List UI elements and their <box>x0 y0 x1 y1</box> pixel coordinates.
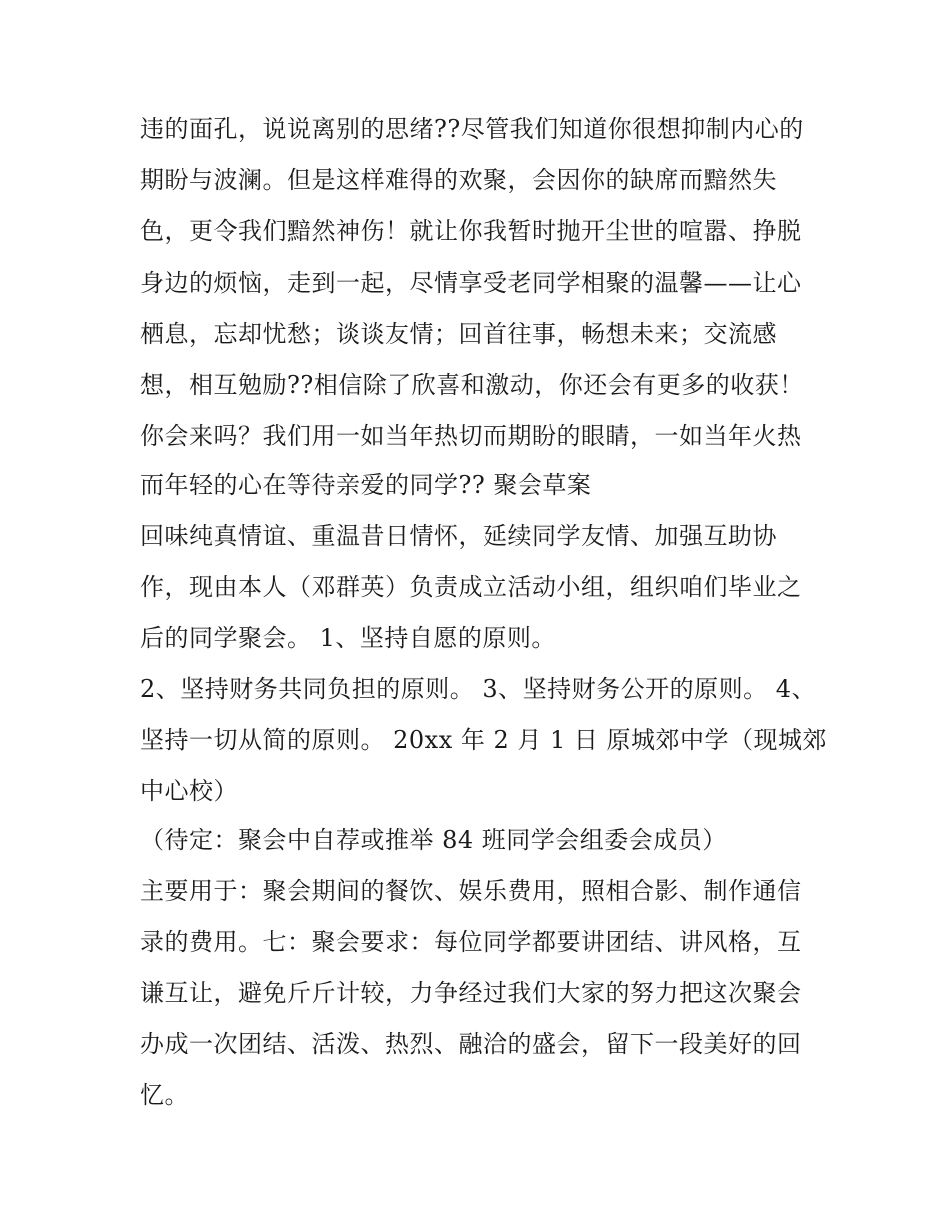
text-line: 而年轻的心在等待亲爱的同学?? 聚会草案 <box>140 471 592 499</box>
text-line: 后的同学聚会。 1、坚持自愿的原则。 <box>140 624 556 652</box>
text-line: 回味纯真情谊、重温昔日情怀，延续同学友情、加强互助协 <box>140 522 777 550</box>
text-line: 办成一次团结、活泼、热烈、融洽的盛会，留下一段美好的回 <box>140 1030 802 1058</box>
text-line: （待定：聚会中自荐或推举 84 班同学会组委会成员） <box>140 826 727 854</box>
text-line: 违的面孔，说说离别的思绪??尽管我们知道你很想抑制内心的 <box>140 115 804 143</box>
text-line: 期盼与波澜。但是这样难得的欢聚，会因你的缺席而黯然失 <box>140 166 777 194</box>
text-line: 录的费用。七：聚会要求：每位同学都要讲团结、讲风格，互 <box>140 928 802 956</box>
text-line: 你会来吗？我们用一如当年热切而期盼的眼睛，一如当年火热 <box>140 422 802 450</box>
text-line: 谦互让，避免斤斤计较，力争经过我们大家的努力把这次聚会 <box>140 979 802 1007</box>
text-line: 坚持一切从简的原则。 20xx 年 2 月 1 日 原城郊中学（现城郊 <box>140 726 828 754</box>
text-line: 栖息，忘却忧愁；谈谈友情；回首往事，畅想未来；交流感 <box>140 320 777 348</box>
text-line: 中心校） <box>140 777 238 805</box>
text-line: 2、坚持财务共同负担的原则。 3、坚持财务公开的原则。 4、 <box>140 675 817 703</box>
text-line: 身边的烦恼，走到一起，尽情享受老同学相聚的温馨——让心 <box>140 269 802 297</box>
text-line: 忆。 <box>140 1081 189 1109</box>
text-line: 主要用于：聚会期间的餐饮、娱乐费用，照相合影、制作通信 <box>140 877 802 905</box>
text-line: 作，现由本人（邓群英）负责成立活动小组，组织咱们毕业之 <box>140 573 802 601</box>
text-line: 想，相互勉励??相信除了欣喜和激动，你还会有更多的收获！ <box>140 371 804 399</box>
text-line: 色，更令我们黯然神伤！就让你我暂时抛开尘世的喧嚣、挣脱 <box>140 217 802 245</box>
